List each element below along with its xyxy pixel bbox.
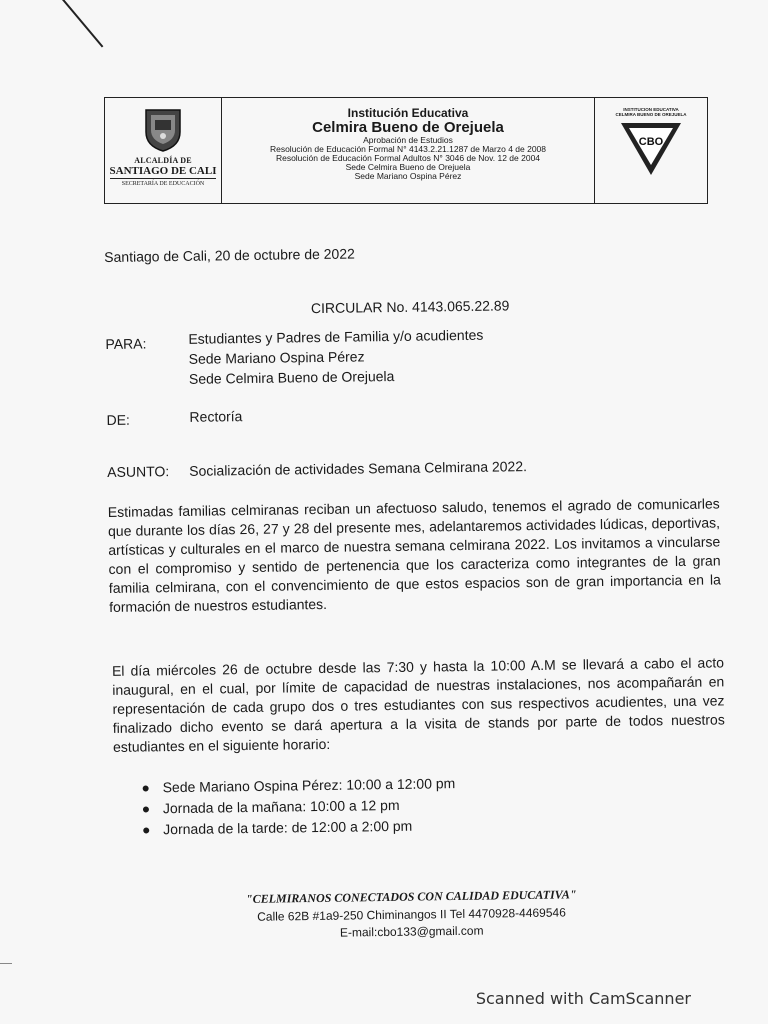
paragraph-2 [112,653,725,757]
letterhead [104,97,708,204]
coat-of-arms-icon [143,108,183,152]
schedule-item: Jornada de la mañana: 10:00 a 12 pm [140,794,456,819]
para-label: PARA: [105,335,147,352]
schedule-list [140,773,456,840]
resolution-1: Resolución de Educación Formal N° 4143.2.21.1287 de Marzo 4 de 2008 [269,144,547,155]
circular-number: CIRCULAR No. 4143.065.22.89 [310,297,510,317]
para-line-1: Estudiantes y Padres de Familia y/o acudientes [188,326,484,347]
pen-mark [62,0,103,47]
institution-info [222,98,594,203]
letter-date: Santiago de Cali, 20 de octubre de 2022 [104,245,355,265]
slogan: "CELMIRANOS CONECTADOS CON CALIDAD EDUCATIVA" [245,887,577,906]
paragraph-1-text: Estimadas familias celmiranas reciban un afectuoso saludo, tenemos el agrado de comunicarles que durante los días 26, 27 y 28 del presente mes, adelantaremos actividades lúdicas, deportivas, artísticas y culturales en el marco de nuestra semana celmirana 2022. Los invitamos a vincularse con el compromiso y sentido de pertenencia que los caracteriza como integrantes de la gran familia celmirana, con el convencimiento de que estos espacios son de gran importancia en la formación de nuestros estudiantes. [107,495,721,615]
paragraph-2-text: El día miércoles 26 de octubre desde las 7:30 y hasta la 10:00 A.M se llevará a cabo el acto inaugural, en el cual, por límite de capacidad de nuestras instalaciones, nos acompañarán en representación de cada grupo dos o tres estudiantes con sus respectivos acudientes, una vez finalizado dicho evento se dará apertura a la visita de stands por parte de todos nuestros estudiantes en el siguiente horario: [111,654,725,755]
alcaldia-logo-block [105,98,222,203]
cbo-logo-top1: INSTITUCION EDUCATIVA [623,107,679,112]
asunto-value: Socialización de actividades Semana Celmirana 2022. [189,458,528,479]
alcaldia-line1: ALCALDÍA DE [134,156,192,165]
schedule-item: Jornada de la tarde: de 12:00 a 2:00 pm [140,815,456,840]
institution-name: Celmira Bueno de Orejuela [312,118,504,136]
institution-type: Institución Educativa [347,106,469,120]
cbo-logo-block [594,98,707,203]
approval-line: Aprobación de Estudios [363,135,453,146]
camscanner-watermark: Scanned with CamScanner [475,989,691,1008]
cbo-logo-top2: CELMIRA BUENO DE OREJUELA [615,112,687,117]
cbo-mark: CBO [638,136,664,148]
address: Calle 62B #1a9-250 Chiminangos II Tel 4470928-4469546 [257,905,566,924]
letter-body [104,231,725,838]
para-line-2: Sede Mariano Ospina Pérez [188,348,365,367]
letter-footer [0,885,768,945]
cbo-triangle-icon [619,119,683,177]
de-value: Rectoría [189,408,243,425]
paragraph-1 [108,494,722,617]
resolution-2: Resolución de Educación Formal Adultos N° 3046 de Nov. 12 de 2004 [275,153,541,164]
sede-2: Sede Mariano Ospina Pérez [354,171,462,182]
de-label: DE: [106,411,130,428]
scan-edge-line [0,963,12,964]
schedule-item: Sede Mariano Ospina Pérez: 10:00 a 12:00 pm [140,773,456,798]
alcaldia-line3: SECRETARÍA DE EDUCACIÓN [121,181,205,187]
sede-1: Sede Celmira Bueno de Orejuela [345,162,471,173]
alcaldia-line2: SANTIAGO DE CALI [109,165,217,177]
para-line-3: Sede Celmira Bueno de Orejuela [188,367,395,387]
email: E-mail:cbo133@gmail.com [339,923,484,940]
asunto-label: ASUNTO: [107,463,170,480]
